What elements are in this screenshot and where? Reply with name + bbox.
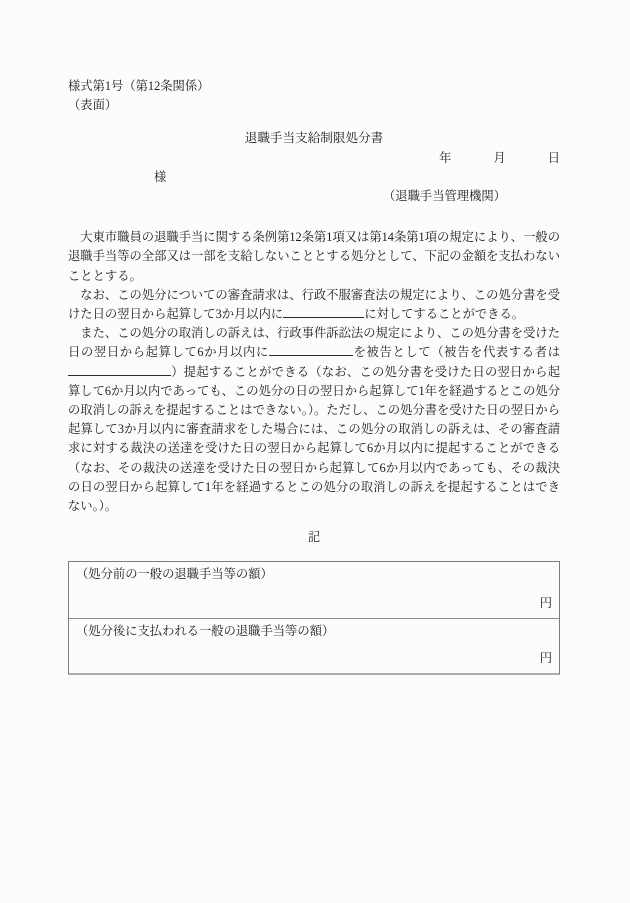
date-line — [68, 149, 560, 168]
amount-unit-after: 円 — [539, 651, 552, 666]
revocation-suit-text-1: また、この処分の取消しの訴えは、行政事件訴訟法の規定により、この処分書を受けた日の翌日から起算して6か月以内に — [68, 326, 560, 360]
review-request-text-before: なお、この処分についての審査請求は、行政不服審査法の規定により、この処分書を受けた日の翌日から起算して3か月以内に — [68, 287, 560, 322]
body-text — [68, 228, 560, 516]
side-label: （表面） — [68, 98, 118, 113]
revocation-suit-text-2: を被告として（被告を代表する者は — [352, 345, 560, 360]
date-day-label: 日 — [547, 150, 560, 165]
addressee-line — [68, 168, 560, 187]
issuer-line: （退職手当管理機関） — [383, 189, 506, 204]
defendant-blank-field — [269, 343, 353, 356]
revocation-suit-text-3: ）提起することができる（なお、この処分書を受けた日の翌日から起算して6か月以内であっても、この処分の日の翌日から起算して1年を経過するとこの処分の取消しの訴えを提起することはできない。）。ただし、この処分書を受けた日の翌日から起算して3か月以内に審査請求をした場合には、この処分の取消しの訴えは、その審査請求に対する裁決の送達を受けた日の翌日から起算して6か月以内に提起することができる（なお、その裁決の送達を受けた日の翌日から起算して6か月以内であっても、その裁決の日の翌日から起算して1年を経過するとこの処分の取消しの訴えを提起することはできない。）。 — [68, 364, 560, 514]
defendant-representative-blank-field — [68, 363, 171, 376]
amount-table — [68, 561, 560, 675]
addressee-suffix: 様 — [154, 169, 167, 184]
amount-label-after: （処分後に支払われる一般の退職手当等の額） — [76, 624, 335, 639]
paragraph-disposition — [68, 228, 560, 286]
amount-unit-before: 円 — [539, 596, 552, 611]
amount-row-after-disposition — [69, 618, 559, 673]
date-year-label: 年 — [439, 150, 452, 165]
paragraph-revocation-suit — [68, 324, 560, 516]
paragraph-review-request — [68, 286, 560, 324]
note-heading: 記 — [307, 530, 321, 545]
amount-label-before: （処分前の一般の退職手当等の額） — [76, 567, 273, 582]
review-authority-blank-field — [283, 305, 364, 318]
date-month-label: 月 — [493, 150, 506, 165]
amount-row-before-disposition — [69, 562, 559, 618]
paragraph-disposition-text: 大東市職員の退職手当に関する条例第12条第1項又は第14条第1項の規定により、一般の退職手当等の全部又は一部を支給しないこととする処分として、下記の金額を支払わないこととする。 — [68, 230, 560, 283]
document-title: 退職手当支給制限処分書 — [244, 131, 384, 146]
review-request-text-after: に対してすることができる。 — [364, 307, 525, 322]
form-number: 様式第1号（第12条関係） — [68, 79, 210, 93]
